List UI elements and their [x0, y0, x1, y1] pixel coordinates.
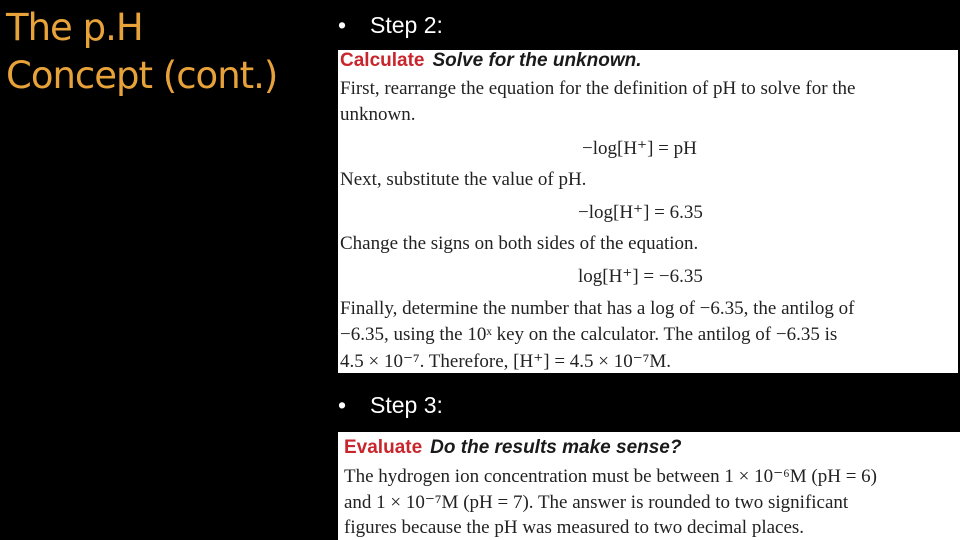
- step-3-line-2: and 1 × 10⁻⁷M (pH = 7). The answer is rounded to two significant: [344, 492, 849, 513]
- equation-1: −log[H⁺] = pH: [582, 138, 697, 159]
- step-3-bullet: [338, 392, 443, 419]
- step-2-calculation-image: [338, 50, 958, 373]
- bullet-icon: •: [338, 12, 347, 38]
- evaluate-question: Do the results make sense?: [430, 437, 682, 458]
- slide-title-line-1: The p.H: [6, 6, 143, 49]
- step-2-line-4: Next, substitute the value of pH.: [340, 169, 587, 190]
- calculate-label: Calculate: [340, 50, 425, 71]
- calculate-header: [340, 50, 642, 72]
- slide-title: [6, 4, 306, 100]
- step-2-bullet: [338, 12, 443, 39]
- evaluate-label: Evaluate: [344, 437, 423, 458]
- calculate-question: Solve for the unknown.: [432, 50, 642, 71]
- step-2-line-10: 4.5 × 10⁻⁷. Therefore, [H⁺] = 4.5 × 10⁻⁷M.: [340, 351, 672, 372]
- step-3-label: Step 3:: [370, 392, 443, 418]
- step-3-line-1: The hydrogen ion concentration must be between 1 × 10⁻⁶M (pH = 6): [344, 466, 878, 487]
- step-2-line-2: unknown.: [340, 104, 416, 125]
- step-2-line-9: −6.35, using the 10ˣ key on the calculator. The antilog of −6.35 is: [340, 324, 838, 345]
- equation-2: −log[H⁺] = 6.35: [578, 202, 703, 223]
- step-2-label: Step 2:: [370, 12, 443, 38]
- evaluate-header: [344, 437, 681, 459]
- bullet-icon: •: [338, 392, 347, 418]
- step-2-line-1: First, rearrange the equation for the definition of pH to solve for the: [340, 78, 856, 99]
- step-2-line-8: Finally, determine the number that has a log of −6.35, the antilog of: [340, 298, 855, 319]
- slide-title-line-2: Concept (cont.): [6, 54, 278, 97]
- equation-3: log[H⁺] = −6.35: [578, 266, 703, 287]
- step-2-line-6: Change the signs on both sides of the equation.: [340, 233, 699, 254]
- step-3-line-3: figures because the pH was measured to two decimal places.: [344, 517, 805, 538]
- step-3-evaluation-image: [338, 432, 960, 540]
